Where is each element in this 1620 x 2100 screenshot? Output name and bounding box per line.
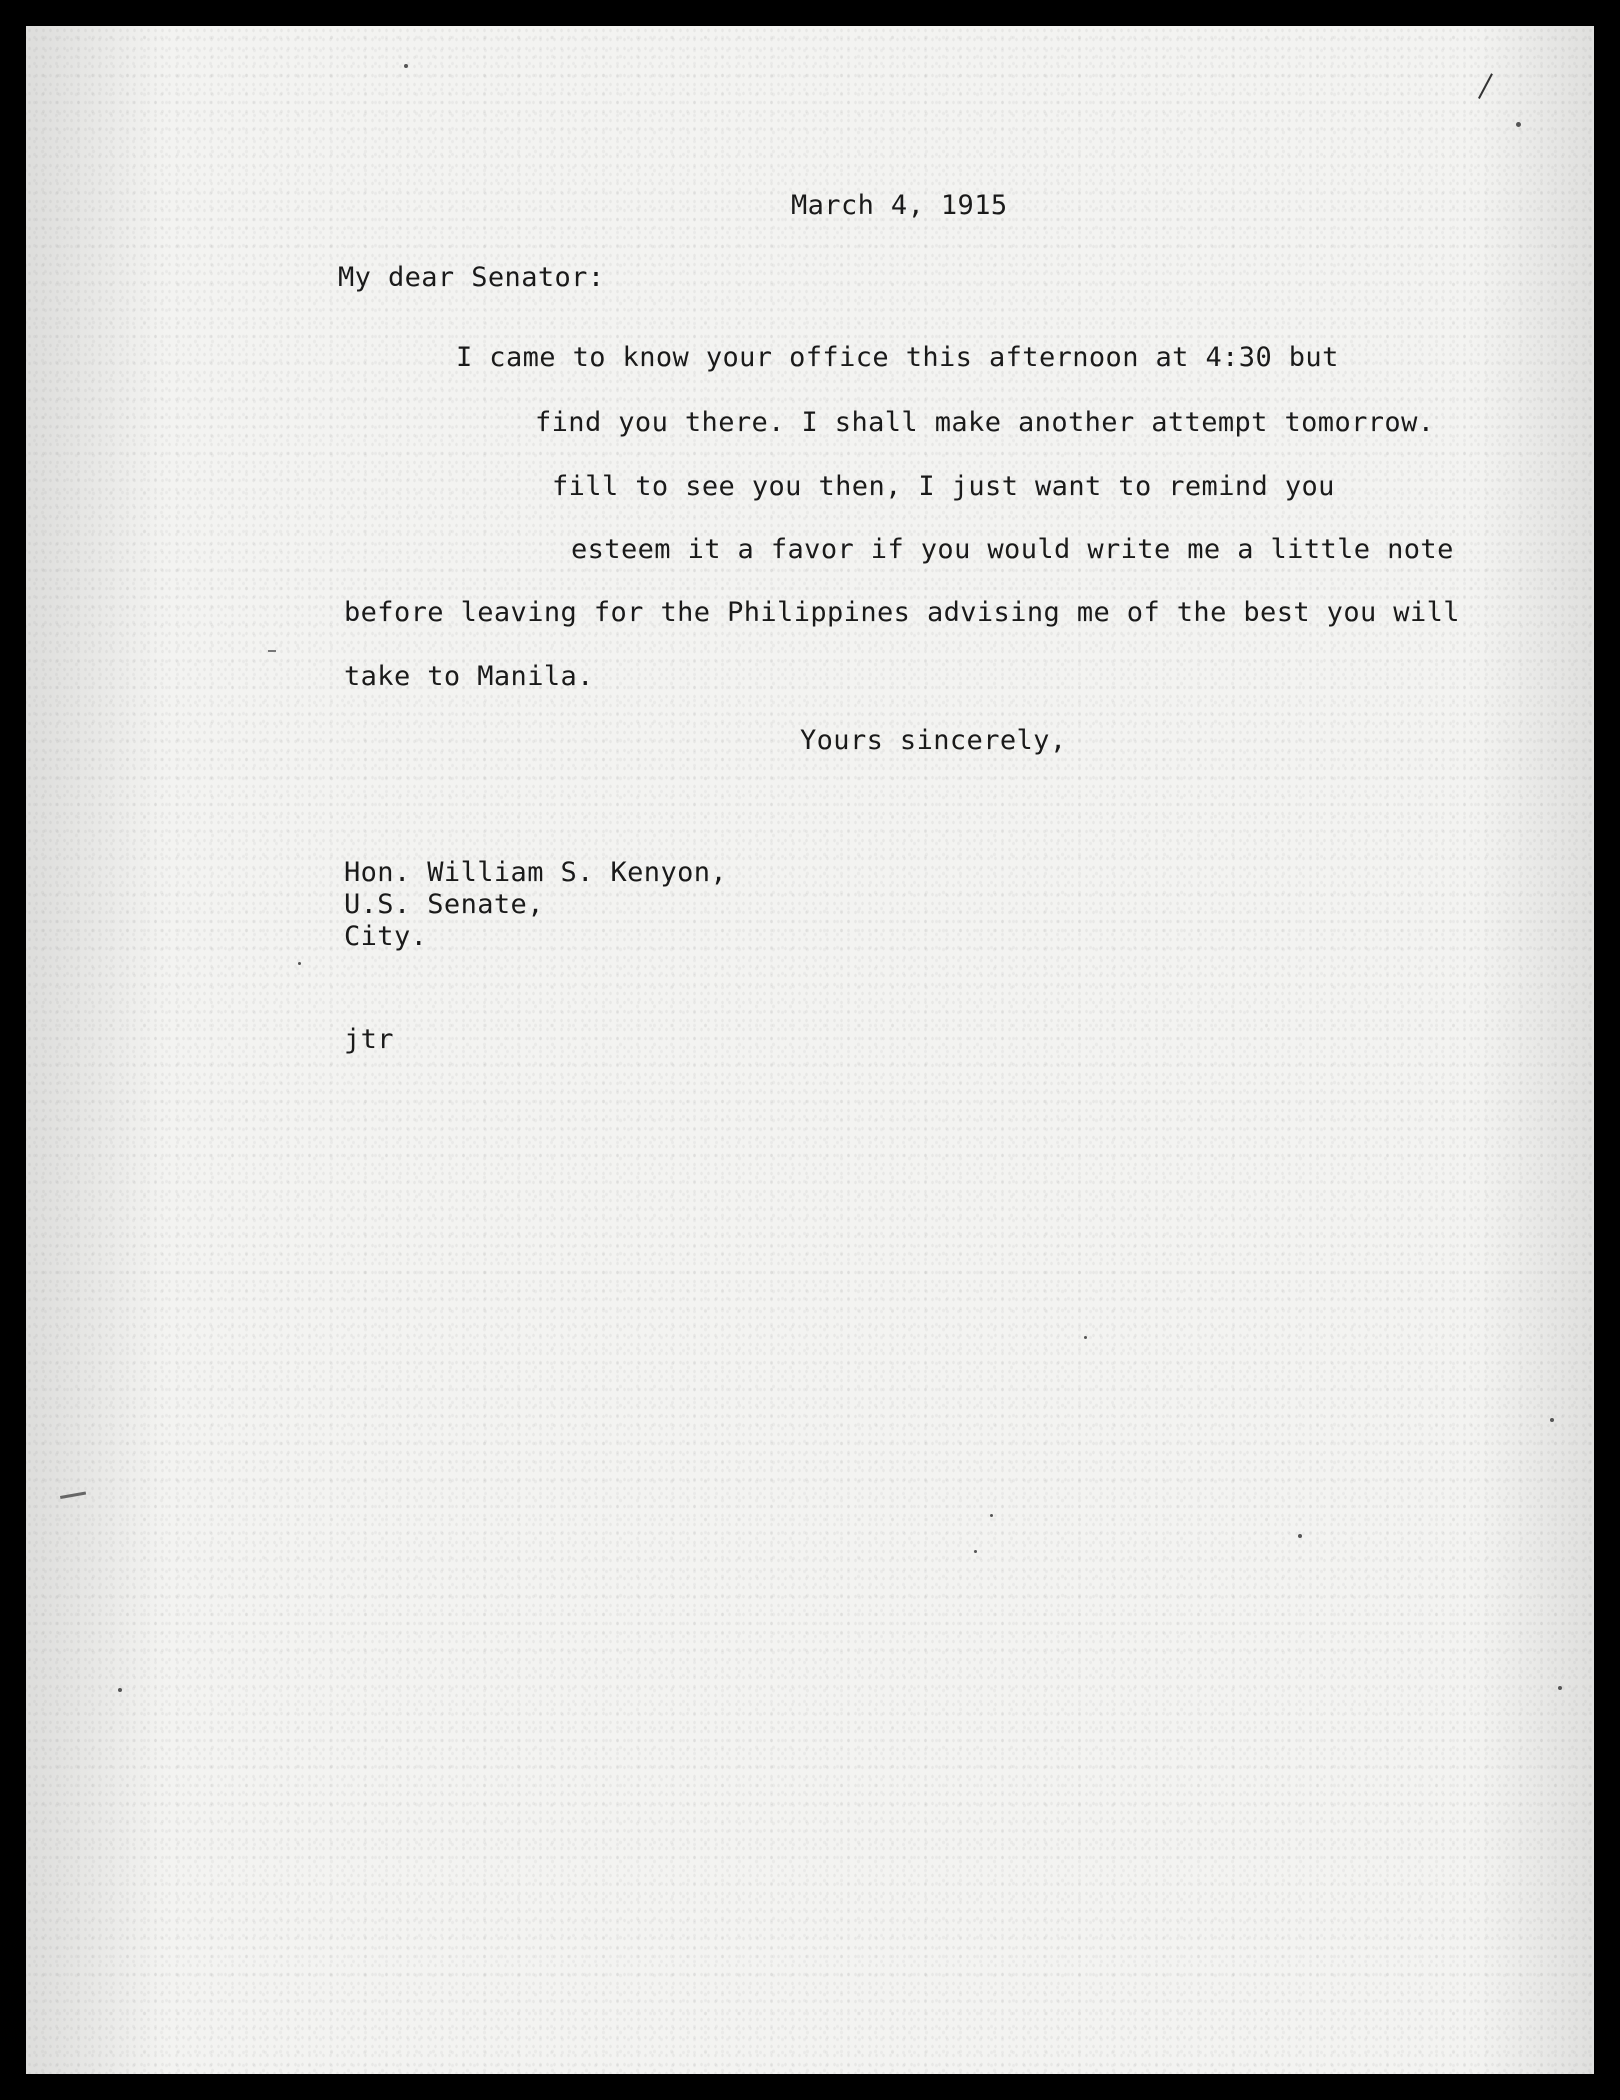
letter-date: March 4, 1915 — [791, 190, 1008, 221]
body-line-6: take to Manila. — [344, 661, 594, 692]
scan-speck — [404, 64, 408, 68]
address-line-1: Hon. William S. Kenyon, — [344, 857, 728, 888]
body-line-2: find you there. I shall make another attempt tomorrow. — [535, 407, 1435, 438]
scan-speck — [298, 962, 301, 965]
scan-speck — [1550, 1418, 1554, 1422]
body-line-4: esteem it a favor if you would write me a little note — [571, 534, 1454, 565]
scan-shadow-right — [1474, 26, 1594, 2074]
document-page — [26, 26, 1594, 2074]
salutation: My dear Senator: — [338, 262, 605, 293]
scan-shadow-left — [26, 26, 166, 2074]
scan-smudge — [268, 650, 276, 652]
scan-speck — [974, 1550, 977, 1553]
scan-speck — [118, 1688, 122, 1692]
address-line-2: U.S. Senate, — [344, 889, 544, 920]
scan-speck — [990, 1514, 993, 1517]
body-line-1: I came to know your office this afternoon at 4:30 but — [456, 342, 1339, 373]
scan-speck — [1084, 1336, 1087, 1339]
closing: Yours sincerely, — [800, 725, 1067, 756]
scan-speck — [1516, 122, 1521, 127]
scan-speck — [1558, 1686, 1562, 1690]
body-line-5: before leaving for the Philippines advising me of the best you will — [344, 597, 1460, 628]
scan-speck — [1298, 1534, 1302, 1538]
typist-initials: jtr — [344, 1024, 394, 1055]
address-line-3: City. — [344, 921, 428, 952]
body-line-3: fill to see you then, I just want to remind you — [552, 471, 1335, 502]
